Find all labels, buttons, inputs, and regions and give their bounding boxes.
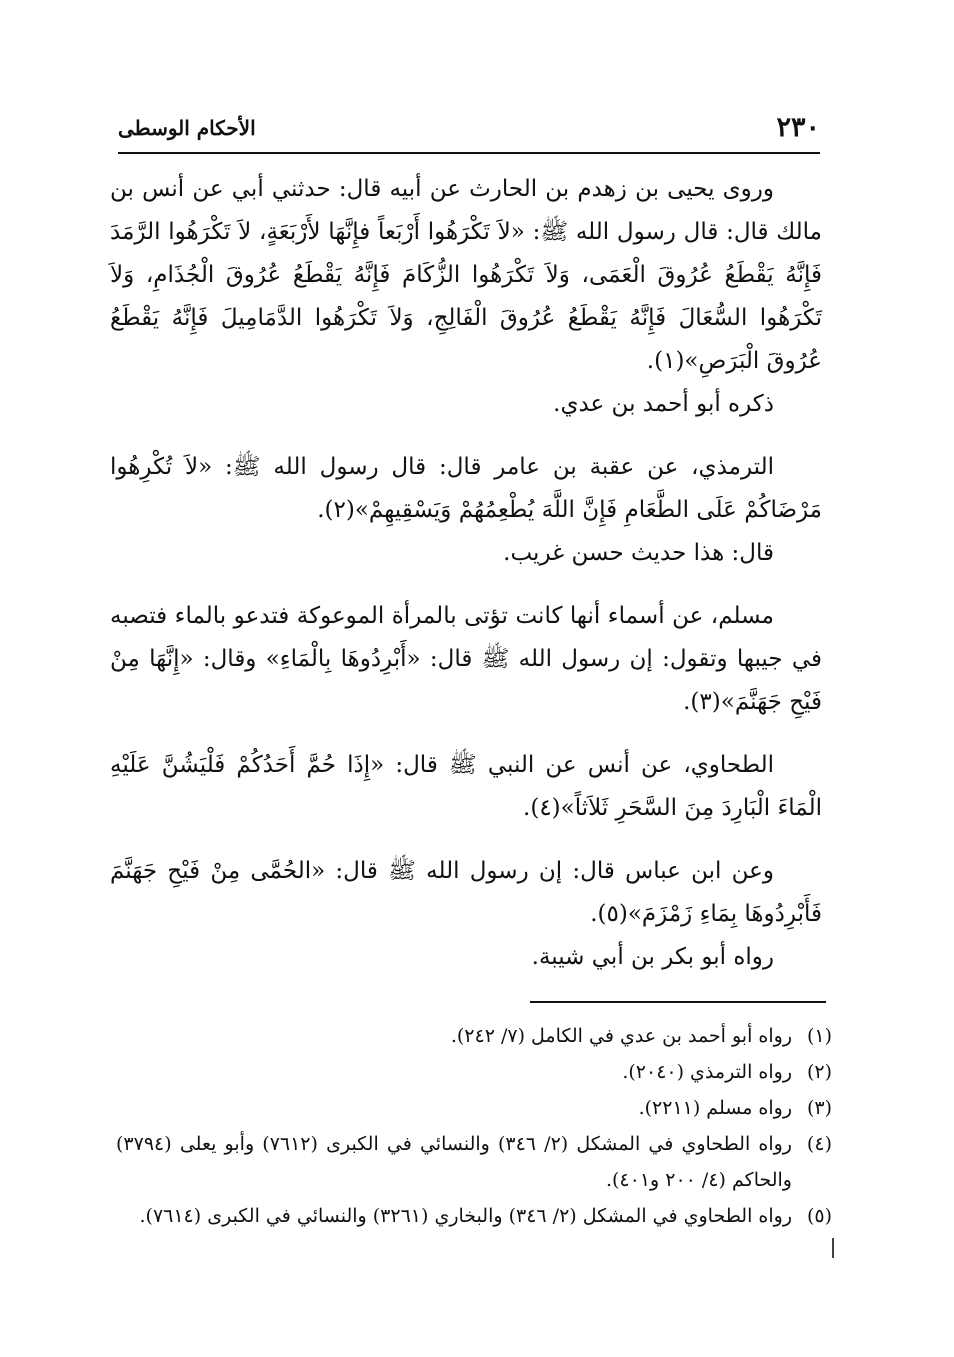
text-line: قال: هذا حديث حسن غريب. (503, 540, 774, 566)
text-line: مالك قال: قال رسول الله ﷺ: «لاَ تَكْرَهُوا أَرْبَعاً فإِنَّهَا لأَرْبَعَةٍ، لاَ تَكْرَهُوا (168, 219, 823, 245)
footnote-text: رواه مسلم (٢٢١١). (638, 1097, 792, 1119)
margin-mark (832, 1238, 834, 1258)
text-line: في جيبها وتقول: إن رسول الله ﷺ قال: «أَبْرِدُوهَا بِالْمَاءِ» وقال: «إِنَّهَا مِنْ (110, 646, 822, 672)
text-line: فَيْحِ جَهَنَّمَ»(٣). (683, 689, 822, 715)
footnote (116, 1126, 832, 1198)
text-line: الترمذي، عن عقبة بن عامر قال: قال رسول الله ﷺ: «لاَ تُكْرِهُوا (110, 454, 774, 480)
footnote (116, 1090, 832, 1126)
footnote-number: (٤) (806, 1133, 832, 1155)
paragraph (110, 532, 822, 575)
footnote-divider (530, 1001, 826, 1003)
footnote-number: (٣) (806, 1097, 832, 1119)
paragraph (110, 383, 822, 426)
paragraph (110, 936, 822, 979)
text-line: مسلم، عن أسماء أنها كانت تؤتى بالمرأة الموعوكة فتدعو بالماء فتصبه (110, 603, 774, 629)
footnote-text: رواه الطحاوي في المشكل (٢/ ٣٤٦) والنسائي في الكبرى (٧٦١٢) وأبو يعلى (٣٧٩٤) والحاكم (٤/ ٢٠٠ و٤٠١). (116, 1133, 792, 1191)
paragraph (110, 850, 822, 936)
text-line: الطحاوي، عن أنس عن النبي ﷺ قال: «إِذَا حُمَّ أَحَدُكُمْ فَلْيَشُنَّ عَلَيْهِ (110, 752, 774, 778)
paragraph (110, 168, 822, 383)
text-line: الْمَاءَ الْبَارِدَ مِنَ السَّحَرِ ثَلاَثاً»(٤). (523, 795, 822, 821)
paragraph (110, 744, 822, 830)
footnotes (116, 1018, 832, 1234)
running-title: الأحكام الوسطى (118, 116, 256, 140)
text-line: وروى يحيى بن زهدم بن الحارث عن أبيه قال: حدثني أبي عن أنس بن (110, 176, 774, 202)
footnote-text: رواه الطحاوي في المشكل (٢/ ٣٤٦) والبخاري (٣٢٦١) والنسائي في الكبرى (٧٦١٤). (139, 1205, 792, 1227)
paragraph (110, 595, 822, 724)
page-header (118, 108, 820, 154)
page-number: ٢٣٠ (776, 112, 820, 143)
text-line: فَأَبْرِدُوهَا بِمَاءِ زَمْزَمَ»(٥). (590, 901, 822, 927)
main-text (110, 168, 822, 979)
paragraph (110, 446, 822, 532)
footnote (116, 1198, 832, 1234)
footnote-number: (٢) (806, 1061, 832, 1083)
text-line: الرَّمَدَ فَإِنَّهُ يَقْطَعُ عُرُوقَ الْعَمَى، وَلاَ تَكْرَهُوا الزُّكَامَ فَإِنَّهُ يَقْطَعُ عُرُوقَ الْجُذَامِ، (110, 219, 823, 288)
text-line: ذكره أبو أحمد بن عدي. (553, 391, 774, 417)
footnote (116, 1018, 832, 1054)
text-line: عُرُوقَ الْبَرَصِ»(١). (646, 348, 822, 374)
footnote-number: (١) (806, 1025, 832, 1047)
footnote-text: رواه الترمذي (٢٠٤٠). (622, 1061, 792, 1083)
footnote (116, 1054, 832, 1090)
footnote-number: (٥) (806, 1205, 832, 1227)
text-line: وعن ابن عباس قال: إن رسول الله ﷺ قال: «الحُمَّى مِنْ فَيْحِ جَهَنَّمَ (110, 858, 774, 884)
text-line: رواه أبو بكر بن أبي شيبة. (531, 944, 774, 970)
text-line: مَرْضَاكُمْ عَلَى الطَّعَامِ فَإِنَّ اللَّهَ يُطْعِمُهُمْ وَيَسْقِيهِمْ»(٢). (317, 497, 822, 523)
footnote-text: رواه أبو أحمد بن عدي في الكامل (٧/ ٢٤٢). (450, 1025, 792, 1047)
text-line: وَلاَ تَكْرَهُوا السُّعَالَ فَإِنَّهُ يَقْطَعُ عُرُوقَ الْفَالِجِ، وَلاَ تَكْرَهُوا الدَّمَامِيلَ فَإِنَّهُ يَقْطَعُ (110, 262, 822, 331)
